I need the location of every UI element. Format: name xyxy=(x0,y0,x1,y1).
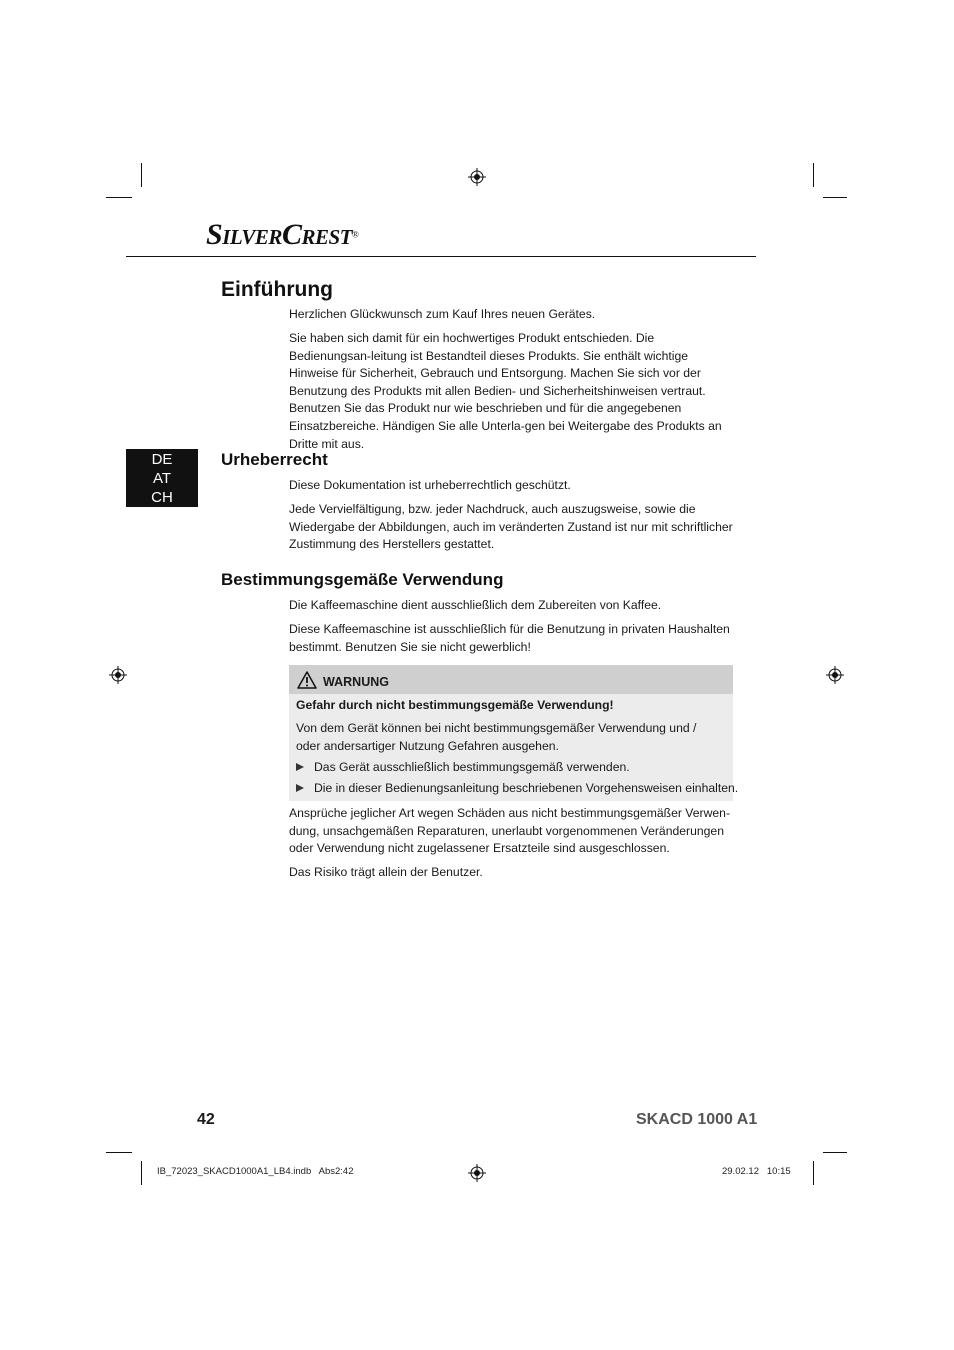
crop-mark xyxy=(106,197,132,198)
crop-mark xyxy=(106,1152,132,1153)
crop-mark xyxy=(141,1161,142,1185)
crop-mark xyxy=(813,1161,814,1185)
usage-paragraph-3: Ansprüche jeglicher Art wegen Schäden aus nicht bestimmungsgemäßer Verwen-dung, unsachgemäßen Reparaturen, unerlaubt vorgenommenen Veränderungen oder Verwendung nicht zugelassener Ersatzteile sind ausgeschlossen. xyxy=(289,806,731,856)
crop-mark xyxy=(141,163,142,187)
print-date-info: 29.02.12 10:15 xyxy=(722,1166,791,1177)
warning-triangle-icon xyxy=(297,671,317,689)
registration-mark-icon xyxy=(468,168,486,186)
warning-text: Von dem Gerät können bei nicht bestimmungsgemäßer Verwendung und / oder andersartiger Nutzung Gefahren ausgehen. xyxy=(296,721,697,753)
warning-subtitle: Gefahr durch nicht bestimmungsgemäße Verwendung! xyxy=(296,698,614,712)
intro-paragraph-1: Herzlichen Glückwunsch zum Kauf Ihres neuen Gerätes. xyxy=(289,307,596,321)
warning-bullet: Die in dieser Bedienungsanleitung beschriebenen Vorgehensweisen einhalten. xyxy=(296,781,738,795)
warning-box xyxy=(289,665,739,801)
language-tab: DE AT CH xyxy=(126,449,198,507)
usage-paragraph-2: Diese Kaffeemaschine ist ausschließlich für die Benutzung in privaten Haushalten bestimmt. Benutzen Sie sie nicht gewerblich! xyxy=(289,622,730,654)
brand-logo: SILVERCREST® xyxy=(206,218,359,251)
section-title-intro: Einführung xyxy=(221,278,333,301)
registration-mark-icon xyxy=(109,666,127,684)
warning-bullet: Das Gerät ausschließlich bestimmungsgemäß verwenden. xyxy=(296,760,630,774)
crop-mark xyxy=(823,197,847,198)
header-rule xyxy=(126,256,756,257)
crop-mark xyxy=(823,1152,847,1153)
print-file-info: IB_72023_SKACD1000A1_LB4.indb Abs2:42 xyxy=(157,1166,354,1177)
registration-mark-icon xyxy=(468,1164,486,1182)
bullet-arrow-icon xyxy=(296,763,304,771)
page-number: 42 xyxy=(197,1111,215,1128)
copyright-paragraph-1: Diese Dokumentation ist urheberrechtlich geschützt. xyxy=(289,478,571,492)
intro-paragraph-2: Sie haben sich damit für ein hochwertiges Produkt entschieden. Die Bedienungsan-leitung ist Bestandteil dieses Produkts. Sie enthält wichtige Hinweise für Sicherheit, Gebrauch und Entsorgung. Machen Sie sich vor der Benutzung des Produkts mit allen Bedien- und Sicherheitshinweisen vertraut. Benutzen Sie das Produkt nur wie beschrieben und für die angegebenen Einsatzbereiche. Händigen Sie alle Unterla-gen bei Weitergabe des Produkts an Dritte mit aus. xyxy=(289,331,722,451)
warning-label: WARNUNG xyxy=(323,674,389,689)
registration-mark-icon xyxy=(826,666,844,684)
bullet-arrow-icon xyxy=(296,784,304,792)
copyright-paragraph-2: Jede Vervielfältigung, bzw. jeder Nachdruck, auch auszugsweise, sowie die Wiedergabe der Abbildungen, auch im veränderten Zustand ist nur mit schriftlicher Zustimmung des Herstellers gestattet. xyxy=(289,502,733,552)
usage-paragraph-4: Das Risiko trägt allein der Benutzer. xyxy=(289,865,483,879)
section-title-copyright: Urheberrecht xyxy=(221,450,328,469)
crop-mark xyxy=(813,163,814,187)
model-number: SKACD 1000 A1 xyxy=(636,1111,758,1128)
warning-header xyxy=(289,665,733,694)
section-title-usage: Bestimmungsgemäße Verwendung xyxy=(221,570,504,589)
usage-paragraph-1: Die Kaffeemaschine dient ausschließlich dem Zubereiten von Kaffee. xyxy=(289,598,662,612)
